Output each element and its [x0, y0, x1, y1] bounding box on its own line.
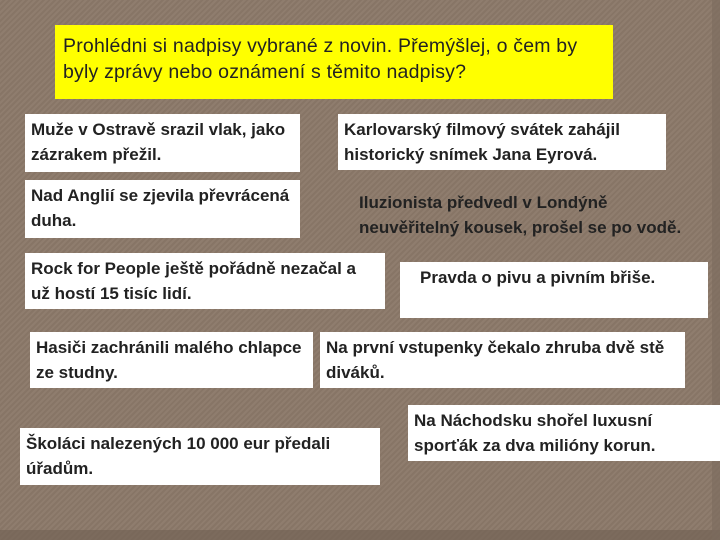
- background-edge-bottom: [0, 530, 720, 540]
- headline-box: Školáci nalezených 10 000 eur předali úřadům.: [20, 428, 380, 485]
- headline-box: Na první vstupenky čekalo zhruba dvě stě diváků.: [320, 332, 685, 388]
- slide-title: Prohlédni si nadpisy vybrané z novin. Přemýšlej, o čem by byly zprávy nebo oznámení s těmito nadpisy?: [55, 25, 613, 99]
- headline-box: Na Náchodsku shořel luxusní sporťák za dva milióny korun.: [408, 405, 720, 461]
- headline-box: Muže v Ostravě srazil vlak, jako zázrakem přežil.: [25, 114, 300, 172]
- headline-box: Rock for People ještě pořádně nezačal a už hostí 15 tisíc lidí.: [25, 253, 385, 309]
- headline-box: Nad Anglií se zjevila převrácená duha.: [25, 180, 300, 238]
- headline-box: Karlovarský filmový svátek zahájil historický snímek Jana Eyrová.: [338, 114, 666, 170]
- headline-box: Hasiči zachránili malého chlapce ze studny.: [30, 332, 313, 388]
- headline-text: Iluzionista předvedl v Londýně neuvěřitelný kousek, prošel se po vodě.: [359, 193, 682, 237]
- headline-box: Pravda o pivu a pivním břiše.: [400, 262, 708, 318]
